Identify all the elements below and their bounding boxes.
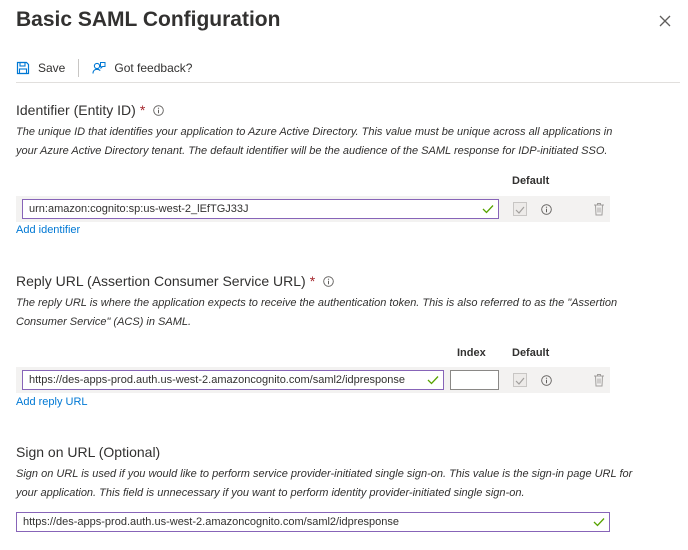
reply-url-input[interactable]	[22, 370, 444, 390]
command-bar	[16, 57, 192, 79]
reply-url-description	[16, 294, 656, 332]
trash-icon[interactable]	[593, 373, 605, 387]
trash-icon[interactable]	[593, 202, 605, 216]
identifier-description-line: The unique ID that identifies your application to Azure Active Directory. This value must be unique across all applications in	[16, 126, 613, 138]
identifier-input[interactable]	[22, 199, 499, 219]
identifier-section-label	[16, 102, 164, 118]
sign-on-url-input[interactable]	[16, 512, 610, 532]
info-icon[interactable]	[323, 276, 334, 287]
reply-url-label: Reply URL (Assertion Consumer Service URL)	[16, 273, 306, 289]
panel-title: Basic SAML Configuration	[16, 8, 281, 31]
reply-url-value: https://des-apps-prod.auth.us-west-2.amazoncognito.com/saml2/idpresponse	[29, 374, 406, 386]
index-input[interactable]	[450, 370, 499, 390]
feedback-label: Got feedback?	[114, 61, 193, 75]
feedback-button[interactable]	[92, 61, 192, 75]
reply-url-row	[16, 367, 610, 393]
index-column-header: Index	[457, 347, 486, 359]
reply-url-description-line: The reply URL is where the application expects to receive the authentication token. This is also referred to as the "Assertion	[16, 297, 618, 309]
add-identifier-link[interactable]: Add identifier	[16, 224, 81, 236]
sign-on-description-line: your application. This field is unnecessary if you want to perform identity provider-initiated single sign-on.	[16, 487, 525, 499]
sign-on-url-value: https://des-apps-prod.auth.us-west-2.amazoncognito.com/saml2/idpresponse	[23, 516, 400, 528]
floppy-disk-icon	[16, 61, 30, 75]
sign-on-url-description	[16, 465, 656, 503]
feedback-person-icon	[92, 61, 106, 75]
identifier-description	[16, 123, 656, 161]
toolbar-divider	[78, 59, 79, 77]
default-checkbox[interactable]	[513, 202, 527, 216]
sign-on-url-label: Sign on URL (Optional)	[16, 444, 161, 460]
checkmark-icon	[514, 204, 526, 216]
info-icon[interactable]	[153, 105, 164, 116]
default-column-header: Default	[512, 347, 550, 359]
identifier-description-line: your Azure Active Directory tenant. The default identifier will be the audience of the SAML response for IDP-initiated SSO.	[16, 145, 608, 157]
info-icon[interactable]	[541, 375, 552, 386]
valid-check-icon	[427, 375, 439, 385]
toolbar-divider-line	[16, 82, 680, 83]
identifier-label: Identifier (Entity ID)	[16, 102, 136, 118]
save-button[interactable]	[16, 61, 65, 75]
valid-check-icon	[593, 517, 605, 527]
sign-on-url-section-label	[16, 444, 160, 460]
required-marker: *	[139, 102, 146, 118]
identifier-row	[16, 196, 610, 222]
valid-check-icon	[482, 204, 494, 214]
identifier-value: urn:amazon:cognito:sp:us-west-2_lEfTGJ33J	[29, 203, 249, 215]
reply-url-section-label	[16, 273, 334, 289]
save-label: Save	[38, 61, 66, 75]
default-checkbox[interactable]	[513, 373, 527, 387]
sign-on-description-line: Sign on URL is used if you would like to perform service provider-initiated single sign-on. This value is the sign-in page URL for	[16, 468, 633, 480]
info-icon[interactable]	[541, 204, 552, 215]
required-marker: *	[309, 273, 316, 289]
checkmark-icon	[514, 375, 526, 387]
reply-url-description-line: Consumer Service" (ACS) in SAML.	[16, 316, 192, 328]
add-reply-url-link[interactable]: Add reply URL	[16, 396, 88, 408]
default-column-header: Default	[512, 175, 550, 187]
close-icon[interactable]	[656, 12, 674, 30]
